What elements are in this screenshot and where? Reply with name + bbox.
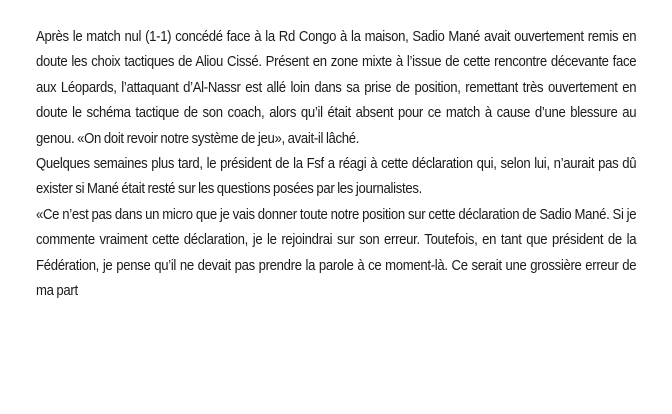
- article-body: [36, 24, 636, 303]
- article-paragraph-1: Après le match nul (1-1) concédé face à la Rd Congo à la maison, Sadio Mané avait ouvertement remis en doute les choix tactiques de Aliou Cissé. Présent en zone mixte à l’issue de cette rencontre décevante face aux Léopards, l’attaquant d’Al-Nassr est allé loin dans sa prise de position, remettant très ouvertement en doute le schéma tactique de son coach, alors qu’il était absent pour ce match à cause d’une blessure au genou. «On doit revoir notre système de jeu», avait-il lâché.: [36, 28, 637, 147]
- article-paragraph-3: «Ce n’est pas dans un micro que je vais donner toute notre position sur cette déclaration de Sadio Mané. Si je commente vraiment cette déclaration, je le rejoindrai sur son erreur. Toutefois, en tant que président de la Fédération, je pense qu’il ne devait pas prendre la parole à ce moment-là. Ce serait une grossière erreur de ma part: [36, 205, 637, 300]
- article-paragraph-2: Quelques semaines plus tard, le président de la Fsf a réagi à cette déclaration qui, selon lui, n’aurait pas dû exister si Mané était resté sur les questions posées par les journalistes.: [36, 155, 637, 198]
